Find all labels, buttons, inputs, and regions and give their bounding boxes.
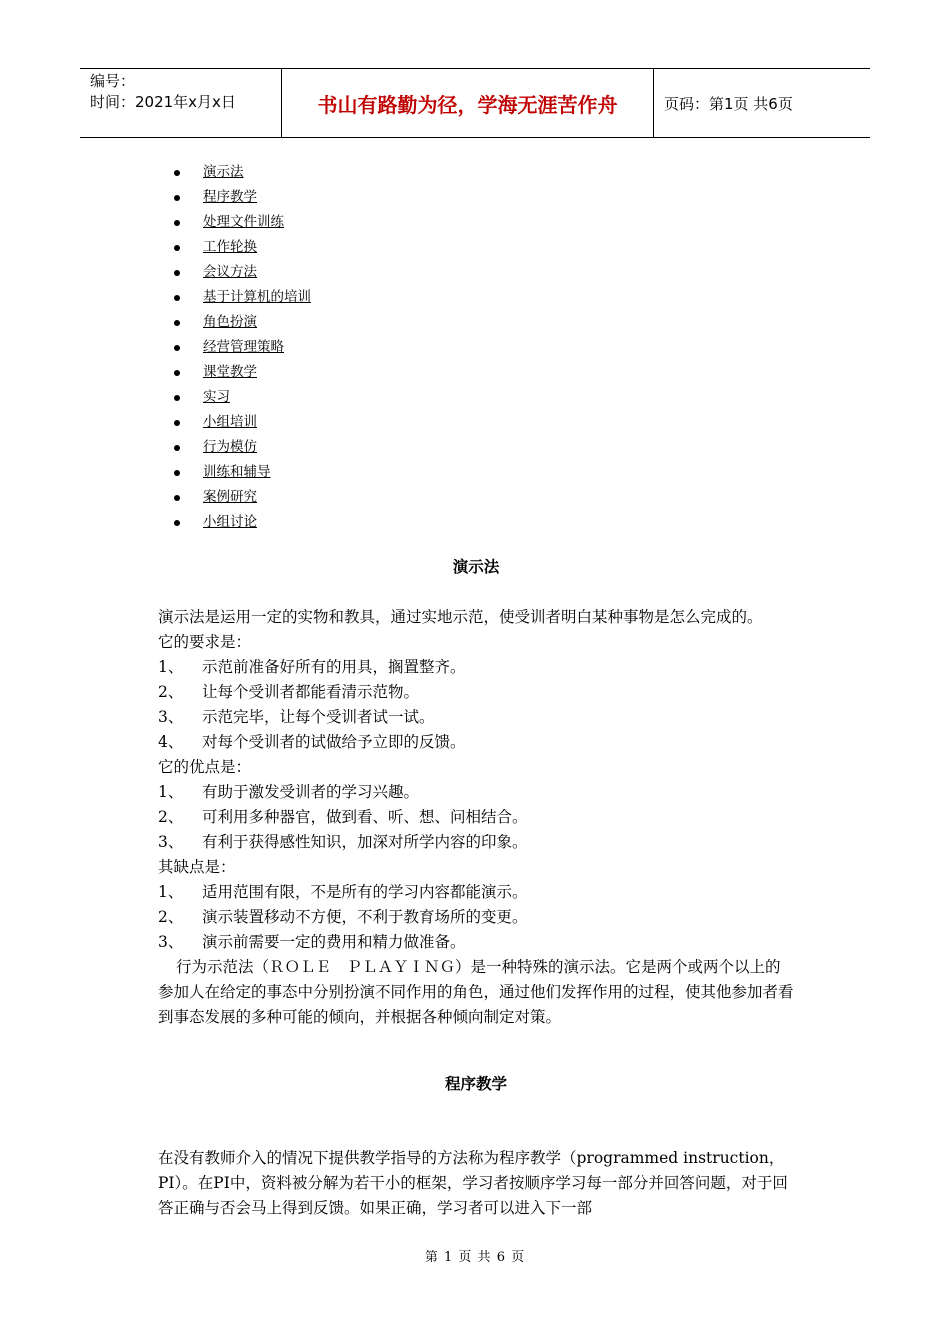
bullet-icon [174, 370, 180, 376]
list-item: 2、 让每个受训者都能看清示范物。 [158, 683, 420, 701]
header-table [80, 68, 870, 138]
list-item: 1、 示范前准备好所有的用具，搁置整齐。 [158, 658, 466, 676]
toc-link[interactable]: 基于计算机的培训 [203, 289, 311, 305]
toc-item [172, 285, 311, 310]
toc-link[interactable]: 工作轮换 [203, 239, 257, 255]
section-title-programmed-instruction: 程序教学 [444, 1075, 507, 1093]
toc-item [172, 160, 311, 185]
list-item: 1、 有助于激发受训者的学习兴趣。 [158, 783, 420, 801]
table-of-contents [172, 160, 311, 535]
toc-item [172, 410, 311, 435]
toc-item [172, 210, 311, 235]
section-programmed-body [158, 1146, 794, 1221]
toc-item [172, 310, 311, 335]
bullet-icon [174, 220, 180, 226]
toc-link[interactable]: 会议方法 [203, 264, 257, 280]
role-play-paragraph: 行为示范法（ＲＯＬＥ ＰＬＡＹＩＮＧ）是一种特殊的演示法。它是两个或两个以上的参加人在给定的事态中分别扮演不同作用的角色，通过他们发挥作用的过程，使其他参加者看到事态发展的多种可能的倾向，并根据各种倾向制定对策。 [158, 958, 794, 1026]
toc-item [172, 260, 311, 285]
toc-link[interactable]: 案例研究 [203, 489, 257, 505]
header-page-code: 页码：第1页 共6页 [664, 94, 793, 113]
toc-link[interactable]: 角色扮演 [203, 314, 257, 330]
bullet-icon [174, 245, 180, 251]
toc-item [172, 185, 311, 210]
toc-link[interactable]: 课堂教学 [203, 364, 257, 380]
number-label: 编号： [90, 72, 136, 90]
toc-link[interactable]: 训练和辅导 [203, 464, 271, 480]
list-item: 2、 可利用多种器官，做到看、听、想、问相结合。 [158, 808, 528, 826]
bullet-icon [174, 270, 180, 276]
disadvantages-heading: 其缺点是： [158, 858, 236, 876]
toc-link[interactable]: 程序教学 [203, 189, 257, 205]
intro-paragraph: 演示法是运用一定的实物和教具，通过实地示范，使受训者明白某种事物是怎么完成的。 [158, 608, 763, 626]
toc-link[interactable]: 行为模仿 [203, 439, 257, 455]
toc-item [172, 460, 311, 485]
list-item: 4、 对每个受训者的试做给予立即的反馈。 [158, 733, 466, 751]
bullet-icon [174, 195, 180, 201]
header-motto: 书山有路勤为径，学海无涯苦作舟 [282, 69, 654, 137]
programmed-paragraph: 在没有教师介入的情况下提供教学指导的方法称为程序教学（programmed instruction，PI）。在PI中，资料被分解为若干小的框架，学习者按顺序学习每一部分并回答问题，对于回答正确与否会马上得到反馈。如果正确，学习者可以进入下一部 [158, 1149, 788, 1217]
toc-item [172, 435, 311, 460]
bullet-icon [174, 470, 180, 476]
bullet-icon [174, 345, 180, 351]
bullet-icon [174, 395, 180, 401]
requirements-heading: 它的要求是： [158, 633, 252, 651]
bullet-icon [174, 320, 180, 326]
list-item: 2、 演示装置移动不方便，不利于教育场所的变更。 [158, 908, 528, 926]
bullet-icon [174, 520, 180, 526]
section-title-demonstration: 演示法 [452, 558, 500, 576]
toc-link[interactable]: 实习 [203, 389, 230, 405]
toc-item [172, 360, 311, 385]
list-item: 1、 适用范围有限，不是所有的学习内容都能演示。 [158, 883, 528, 901]
list-item: 3、 示范完毕，让每个受训者试一试。 [158, 708, 435, 726]
bullet-icon [174, 295, 180, 301]
toc-item [172, 335, 311, 360]
section-demonstration-body [158, 605, 794, 1030]
bullet-icon [174, 445, 180, 451]
toc-item [172, 485, 311, 510]
header-left-cell [80, 69, 282, 137]
toc-link[interactable]: 处理文件训练 [203, 214, 284, 230]
toc-item [172, 235, 311, 260]
list-item: 3、 有利于获得感性知识，加深对所学内容的印象。 [158, 833, 528, 851]
toc-item [172, 385, 311, 410]
time-label: 时间：2021年x月x日 [90, 93, 236, 111]
toc-link[interactable]: 小组培训 [203, 414, 257, 430]
bullet-icon [174, 420, 180, 426]
bullet-icon [174, 495, 180, 501]
list-item: 3、 演示前需要一定的费用和精力做准备。 [158, 933, 466, 951]
toc-link[interactable]: 经营管理策略 [203, 339, 284, 355]
page-footer: 第 1 页 共 6 页 [424, 1250, 526, 1265]
toc-link[interactable]: 演示法 [203, 164, 244, 180]
toc-item [172, 510, 311, 535]
bullet-icon [174, 170, 180, 176]
toc-link[interactable]: 小组讨论 [203, 514, 257, 530]
advantages-heading: 它的优点是： [158, 758, 252, 776]
